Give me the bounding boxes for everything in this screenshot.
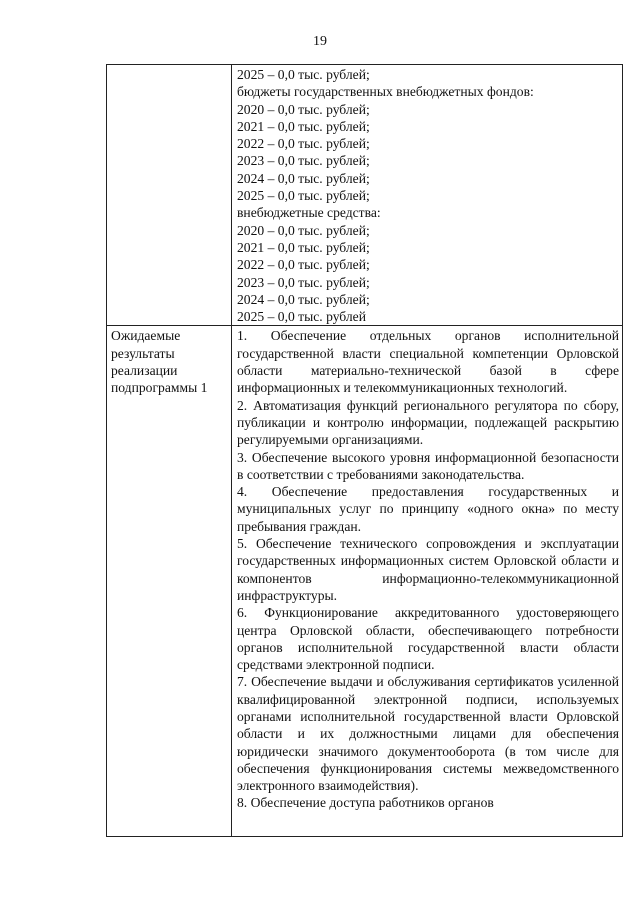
funding-lines [232,65,622,325]
result-item: 7. Обеспечение выдачи и обслуживания сертификатов усиленной квалифицированной электронной подписи, используемых органами исполнительной государственной власти Орловской области и их должностными лицами для обеспечения юридически значимого документооборота (в том числе для обеспечения функционирования системы межведомственного электронного взаимодействия). [237,674,619,794]
funding-line: 2023 – 0,0 тыс. рублей; [237,153,370,169]
funding-line: 2025 – 0,0 тыс. рублей; [237,188,370,204]
funding-line: 2025 – 0,0 тыс. рублей [237,309,366,325]
label-line: подпрограммы 1 [111,380,208,396]
funding-line: 2021 – 0,0 тыс. рублей; [237,239,370,255]
result-item: 6. Функционирование аккредитованного удостоверяющего центра Орловской области, обеспечивающего потребности органов исполнительной государственной власти области средствами электронной подписи. [237,605,619,673]
funding-line: 2020 – 0,0 тыс. рублей; [237,101,370,117]
result-item: 3. Обеспечение высокого уровня информационной безопасности в соответствии с требованиями законодательства. [237,449,619,482]
funding-line: бюджеты государственных внебюджетных фондов: [237,84,534,100]
funding-line: 2022 – 0,0 тыс. рублей; [237,257,370,273]
funding-row [107,65,623,326]
page-number: 19 [313,34,327,49]
result-item: 8. Обеспечение доступа работников органов [237,795,494,811]
subprogram-passport-table [106,64,623,837]
expected-results-label-cell [107,326,232,837]
result-item: 4. Обеспечение предоставления государственных и муниципальных услуг по принципу «одного окна» по месту пребывания граждан. [237,484,619,534]
result-item: 5. Обеспечение технического сопровождения и эксплуатации государственных информационных систем Орловской области и компонентов информационно-телекоммуникационной инфраструктуры. [237,536,619,603]
funding-line: 2025 – 0,0 тыс. рублей; [237,67,370,82]
label-line: Ожидаемые [111,328,181,344]
label-line: результаты [111,345,175,361]
expected-results-row [107,326,623,837]
expected-results-list-cell [232,326,623,837]
funding-line: 2020 – 0,0 тыс. рублей; [237,222,370,238]
funding-values-cell [232,65,623,326]
expected-results-label [107,326,231,396]
label-line: реализации [111,363,178,379]
funding-line: 2024 – 0,0 тыс. рублей; [237,170,370,186]
funding-line: 2021 – 0,0 тыс. рублей; [237,118,370,134]
funding-label-cell [107,65,232,326]
funding-line: 2024 – 0,0 тыс. рублей; [237,291,370,307]
expected-results-list [232,326,622,811]
funding-line: 2022 – 0,0 тыс. рублей; [237,136,370,152]
result-item: 2. Автоматизация функций регионального регулятора по сбору, публикации и контролю информации, подлежащей раскрытию регулируемыми организациями. [237,397,619,448]
funding-line: 2023 – 0,0 тыс. рублей; [237,274,370,290]
result-item: 1. Обеспечение отдельных органов исполнительной государственной власти специальной компетенции Орловской области материально-технической базой в сфере информационных и телекоммуникационных технологий. [237,328,619,396]
funding-line: внебюджетные средства: [237,205,381,221]
